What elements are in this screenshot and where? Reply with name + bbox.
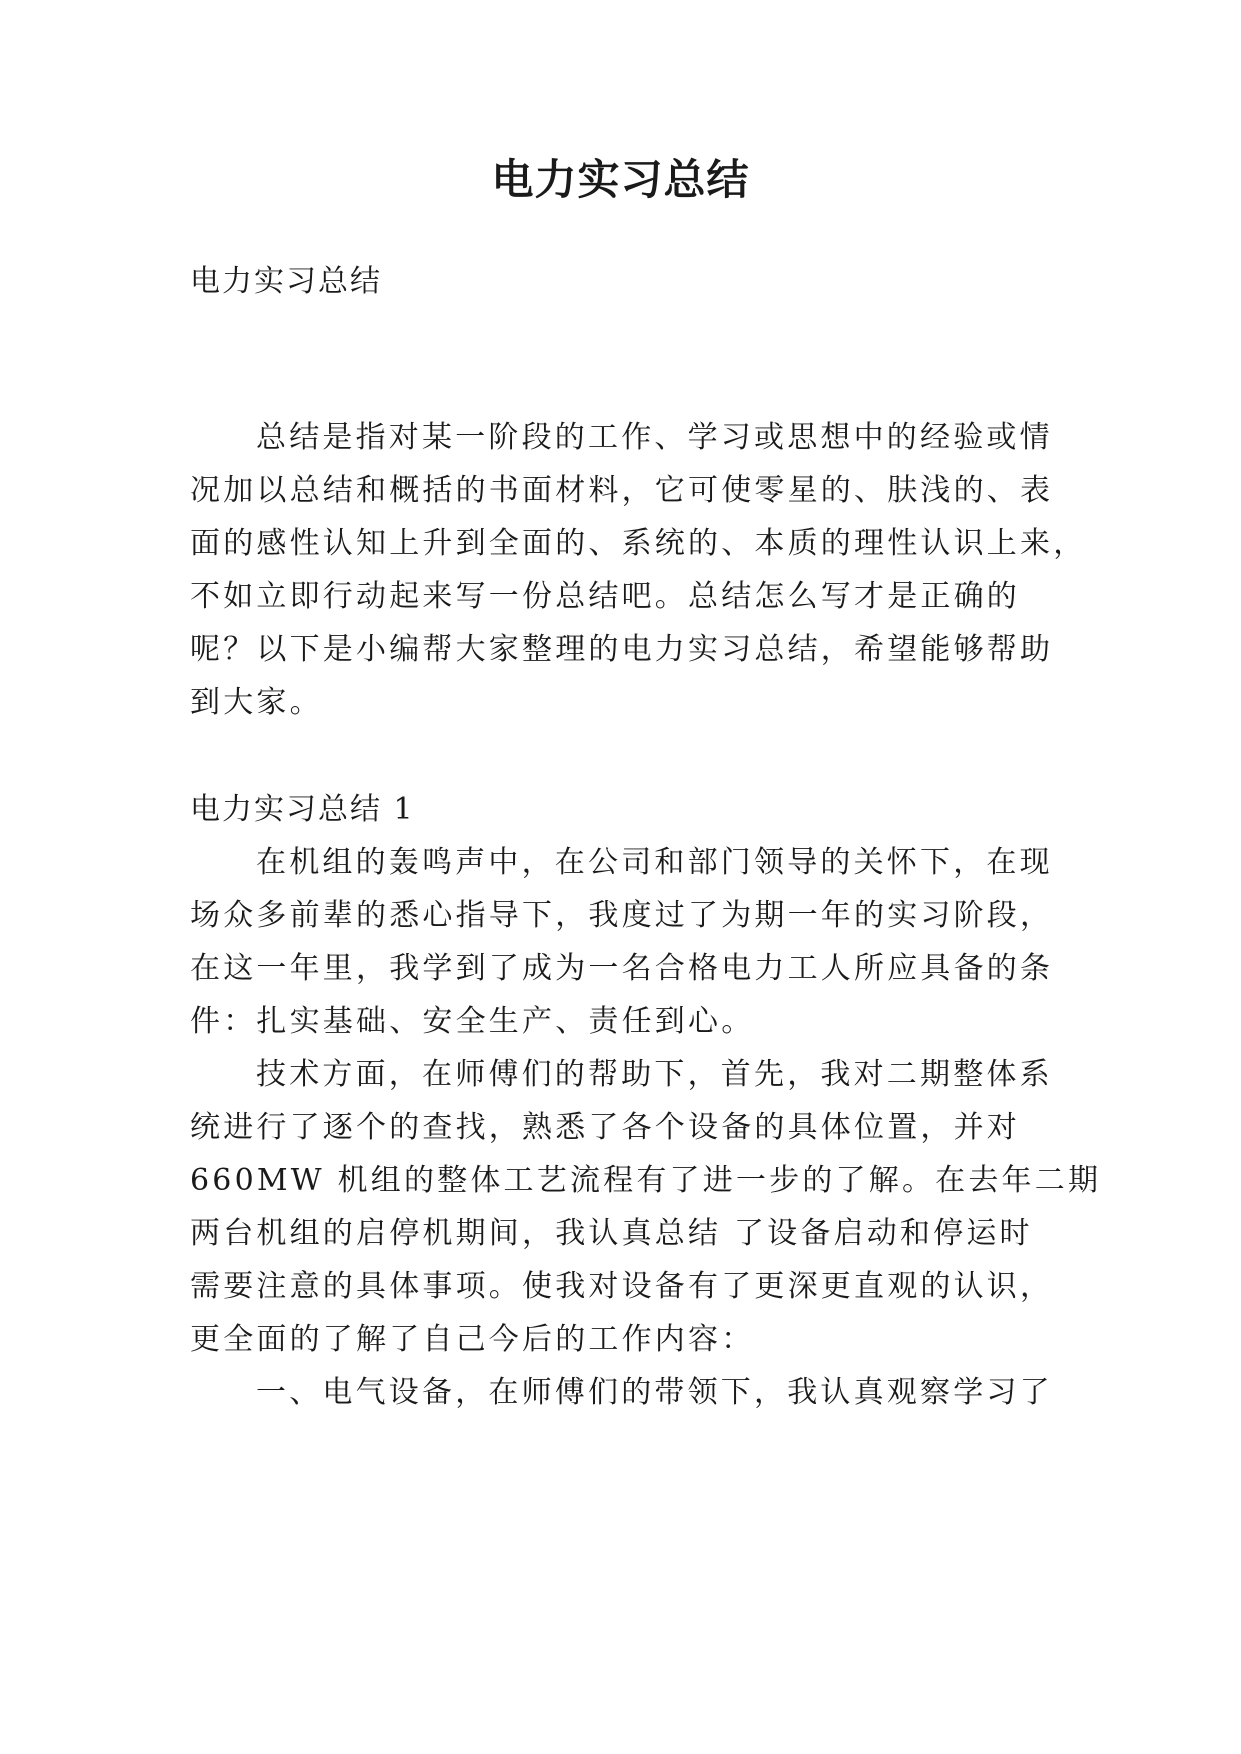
body-line: 技术方面，在师傅们的帮助下，首先，我对二期整体系: [256, 1057, 1053, 1092]
body-line: 660MW 机组的整体工艺流程有了进一步的了解。在去年二期: [190, 1163, 1102, 1198]
body-line: 件：扎实基础、安全生产、责任到心。: [190, 1004, 755, 1039]
intro-line: 面的感性认知上升到全面的、系统的、本质的理性认识上来，: [190, 526, 1087, 561]
body-line: 统进行了逐个的查找，熟悉了各个设备的具体位置，并对: [190, 1110, 1020, 1145]
document-title: 电力实习总结: [491, 155, 750, 204]
body-line: 一、电气设备，在师傅们的带领下，我认真观察学习了: [256, 1375, 1053, 1410]
intro-line: 总结是指对某一阶段的工作、学习或思想中的经验或情: [256, 420, 1053, 455]
intro-line: 呢？以下是小编帮大家整理的电力实习总结，希望能够帮助: [190, 632, 1054, 667]
body-line: 在这一年里，我学到了成为一名合格电力工人所应具备的条: [190, 951, 1054, 986]
section-heading: 电力实习总结 1: [190, 792, 415, 827]
subtitle: 电力实习总结: [190, 264, 382, 299]
intro-line: 到大家。: [190, 685, 323, 720]
intro-line: 不如立即行动起来写一份总结吧。总结怎么写才是正确的: [190, 579, 1020, 614]
body-line: 两台机组的启停机期间，我认真总结 了设备启动和停运时: [190, 1216, 1033, 1251]
body-line: 在机组的轰鸣声中，在公司和部门领导的关怀下，在现: [256, 845, 1053, 880]
body-line: 场众多前辈的悉心指导下，我度过了为期一年的实习阶段，: [190, 898, 1054, 933]
intro-line: 况加以总结和概括的书面材料，它可使零星的、肤浅的、表: [190, 473, 1054, 508]
body-line: 需要注意的具体事项。使我对设备有了更深更直观的认识，: [190, 1269, 1054, 1304]
body-line: 更全面的了解了自己今后的工作内容：: [190, 1322, 755, 1357]
